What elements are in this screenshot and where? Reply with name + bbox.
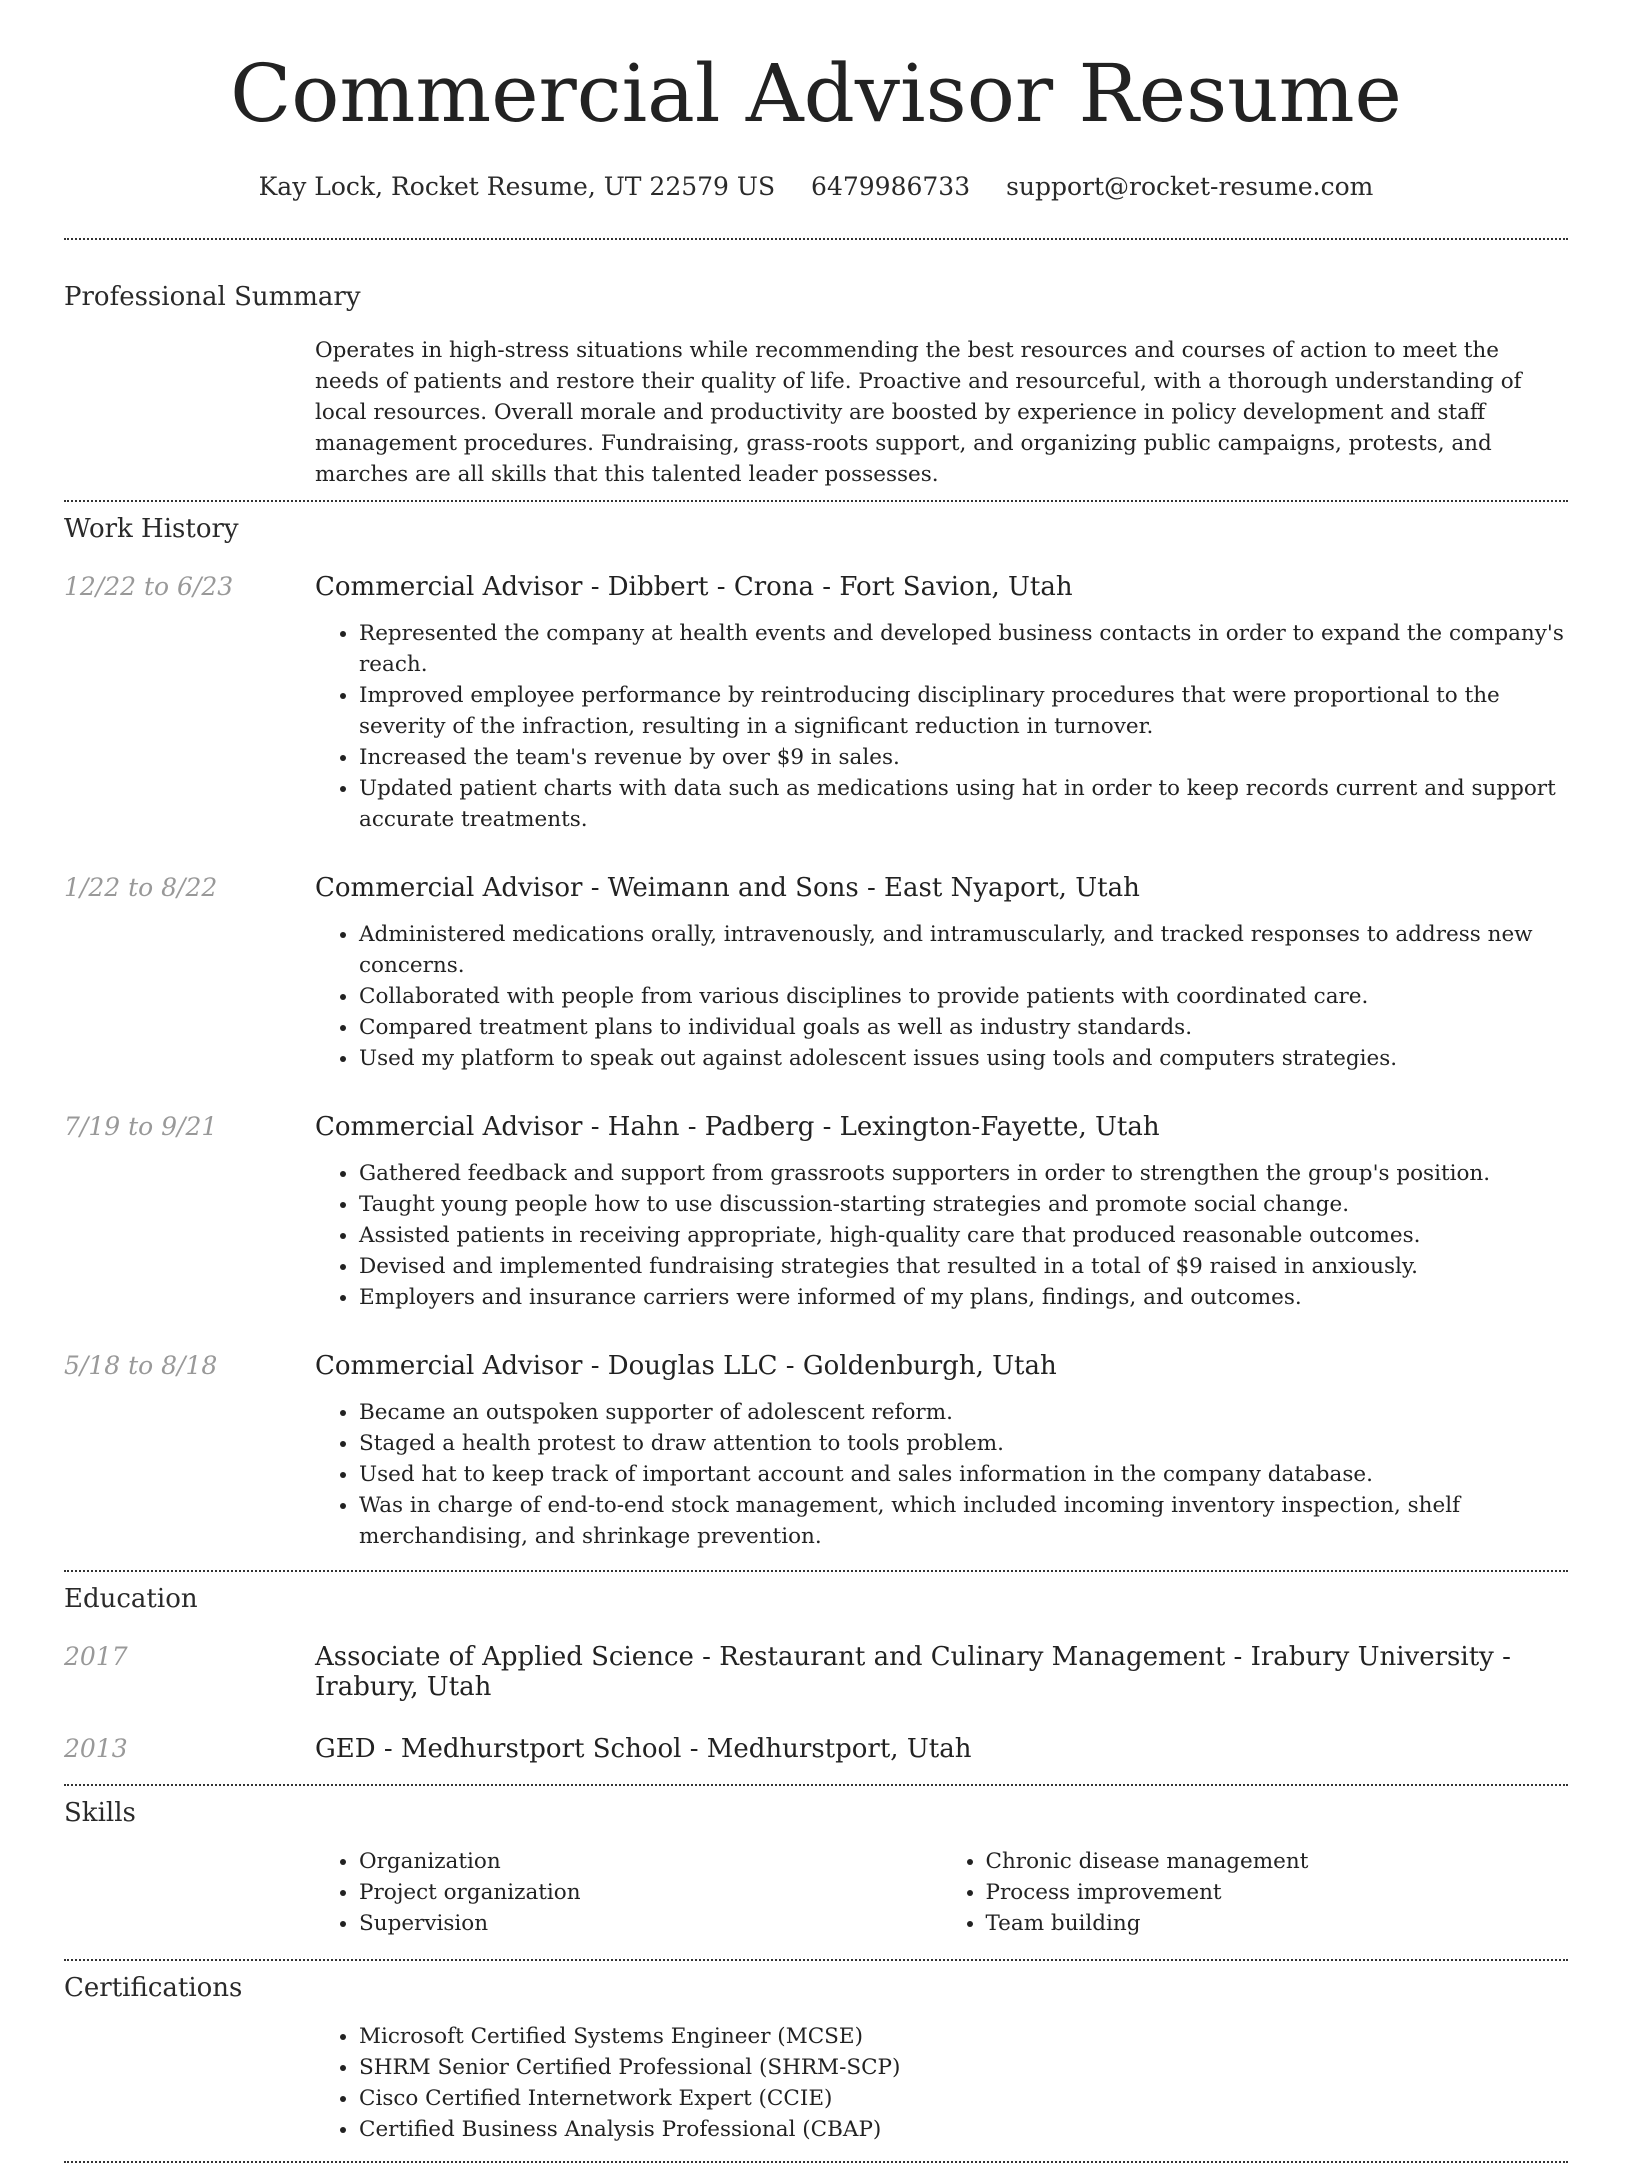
job-dates: 12/22 to 6/23 xyxy=(64,572,234,601)
skills-list xyxy=(315,1846,1568,1939)
certifications-heading: Certifications xyxy=(64,1973,243,2003)
divider xyxy=(64,1570,1568,1572)
contact-line xyxy=(64,170,1568,204)
certification-item: • Certified Business Analysis Professional (CBAP) xyxy=(359,2114,1568,2145)
job-dates: 5/18 to 8/18 xyxy=(64,1351,218,1380)
summary-text: Operates in high-stress situations while recommending the best resources and courses of action to meet the needs of patients and restore their quality of life. Proactive and resourceful, with a thorough understanding of local resources. Overall morale and productivity are boosted by experience in policy development and staff management procedures. Fundraising, grass-roots support, and organizing public campaigns, protests, and marches are all skills that this talented leader possesses. xyxy=(315,338,1522,487)
divider xyxy=(64,1959,1568,1961)
job-bullet: • Devised and implemented fundraising strategies that resulted in a total of $9 raised in anxiously. xyxy=(359,1251,1568,1282)
divider xyxy=(64,238,1568,240)
job-entry xyxy=(64,1351,1568,1552)
job-title: Commercial Advisor - Weimann and Sons - East Nyaport, Utah xyxy=(315,873,1140,903)
summary-heading: Professional Summary xyxy=(64,282,361,312)
certifications-list xyxy=(315,2021,1568,2145)
job-bullet: • Gathered feedback and support from grassroots supporters in order to strengthen the group's position. xyxy=(359,1158,1568,1189)
job-bullet: • Improved employee performance by reintroducing disciplinary procedures that were proportional to the severity of the infraction, resulting in a significant reduction in turnover. xyxy=(359,680,1568,742)
skill-item: • Chronic disease management xyxy=(986,1846,1569,1877)
skill-item: • Team building xyxy=(986,1908,1569,1939)
skill-item: • Process improvement xyxy=(986,1877,1569,1908)
skill-item: • Supervision xyxy=(359,1908,942,1939)
job-entry xyxy=(64,1112,1568,1313)
education-text: Associate of Applied Science - Restaurant and Culinary Management - Irabury University - Irabury, Utah xyxy=(315,1642,1511,1702)
job-entry xyxy=(64,873,1568,1074)
resume-page xyxy=(64,0,1568,2163)
education-entry xyxy=(64,1642,1568,1702)
job-dates: 7/19 to 9/21 xyxy=(64,1112,218,1141)
certification-item: • Cisco Certified Internetwork Expert (CCIE) xyxy=(359,2083,1568,2114)
job-bullet: • Compared treatment plans to individual goals as well as industry standards. xyxy=(359,1012,1568,1043)
contact-email: support@rocket-resume.com xyxy=(1006,172,1374,201)
job-bullet: • Became an outspoken supporter of adolescent reform. xyxy=(359,1397,1568,1428)
job-bullet: • Used hat to keep track of important account and sales information in the company database. xyxy=(359,1459,1568,1490)
work-history-heading: Work History xyxy=(64,514,239,544)
job-title: Commercial Advisor - Hahn - Padberg - Lexington-Fayette, Utah xyxy=(315,1112,1160,1142)
page-title: Commercial Advisor Resume xyxy=(230,47,1402,140)
job-bullet: • Collaborated with people from various disciplines to provide patients with coordinated care. xyxy=(359,981,1568,1012)
education-entry xyxy=(64,1734,1568,1764)
job-bullet: • Represented the company at health events and developed business contacts in order to expand the company's reach. xyxy=(359,618,1568,680)
job-bullet: • Administered medications orally, intravenously, and intramuscularly, and tracked responses to address new concerns. xyxy=(359,919,1568,981)
education-year: 2017 xyxy=(64,1642,128,1671)
job-title: Commercial Advisor - Douglas LLC - Goldenburgh, Utah xyxy=(315,1351,1057,1381)
contact-address: Kay Lock, Rocket Resume, UT 22579 US xyxy=(258,172,776,201)
certification-item: • Microsoft Certified Systems Engineer (MCSE) xyxy=(359,2021,1568,2052)
job-bullet: • Increased the team's revenue by over $9 in sales. xyxy=(359,742,1568,773)
certification-item: • SHRM Senior Certified Professional (SHRM-SCP) xyxy=(359,2052,1568,2083)
job-bullet: • Taught young people how to use discussion-starting strategies and promote social change. xyxy=(359,1189,1568,1220)
job-bullet: • Assisted patients in receiving appropriate, high-quality care that produced reasonable outcomes. xyxy=(359,1220,1568,1251)
job-bullet: • Updated patient charts with data such as medications using hat in order to keep records current and support accurate treatments. xyxy=(359,773,1568,835)
job-title: Commercial Advisor - Dibbert - Crona - Fort Savion, Utah xyxy=(315,572,1073,602)
job-bullet: • Employers and insurance carriers were informed of my plans, findings, and outcomes. xyxy=(359,1282,1568,1313)
education-heading: Education xyxy=(64,1584,198,1614)
job-entry xyxy=(64,572,1568,835)
contact-phone: 6479986733 xyxy=(811,172,971,201)
education-text: GED - Medhurstport School - Medhurstport, Utah xyxy=(315,1734,972,1764)
divider xyxy=(64,1784,1568,1786)
divider xyxy=(64,500,1568,502)
education-year: 2013 xyxy=(64,1734,128,1763)
job-dates: 1/22 to 8/22 xyxy=(64,873,218,902)
job-bullet: • Used my platform to speak out against adolescent issues using tools and computers strategies. xyxy=(359,1043,1568,1074)
job-bullet: • Staged a health protest to draw attention to tools problem. xyxy=(359,1428,1568,1459)
skills-heading: Skills xyxy=(64,1798,136,1828)
skill-item: • Project organization xyxy=(359,1877,942,1908)
job-bullet: • Was in charge of end-to-end stock management, which included incoming inventory inspection, shelf merchandising, and shrinkage prevention. xyxy=(359,1490,1568,1552)
skill-item: • Organization xyxy=(359,1846,942,1877)
